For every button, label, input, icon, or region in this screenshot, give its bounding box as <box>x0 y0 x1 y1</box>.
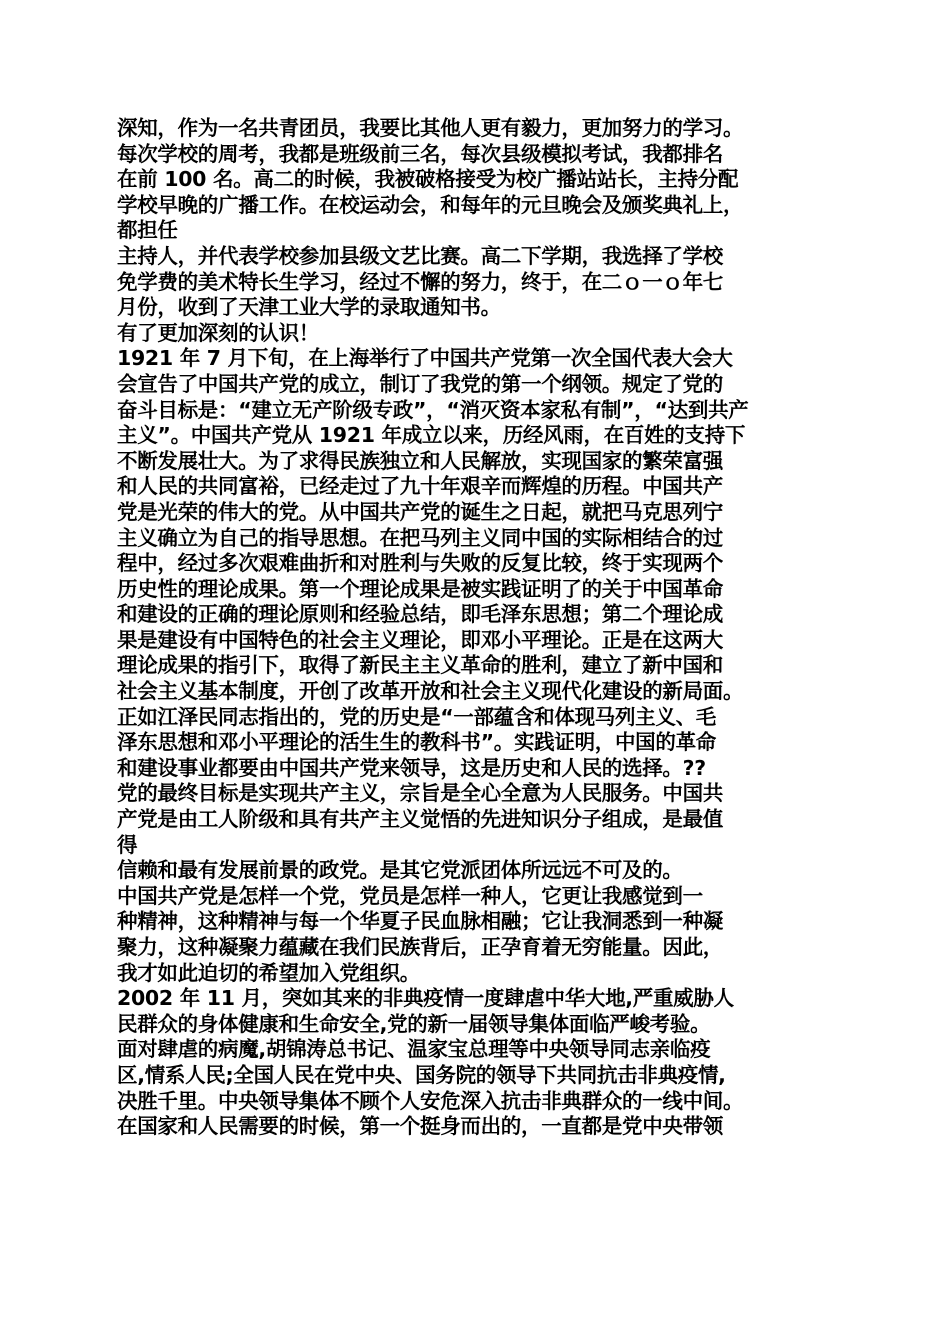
text-line: 产党是由工人阶级和具有共产主义觉悟的先进知识分子组成，是最值 <box>117 807 723 832</box>
text-line: 免学费的美术特长生学习，经过不懈的努力，终于，在二ｏ一ｏ年七 <box>117 269 723 294</box>
text-line: 深知，作为一名共青团员，我要比其他人更有毅力，更加努力的学习。 <box>117 116 744 140</box>
text-line: 信赖和最有发展前景的政党。是其它党派团体所远远不可及的。 <box>117 858 683 883</box>
text-line: 我才如此迫切的希望加入党组织。 <box>117 960 420 985</box>
text-line: 正如江泽民同志指出的，党的历史是“一部蕴含和体现马列主义、毛 <box>117 704 716 729</box>
text-line: 理论成果的指引下，取得了新民主主义革命的胜利，建立了新中国和 <box>117 653 723 678</box>
text-line: 得 <box>117 832 138 857</box>
document-body <box>117 116 857 1140</box>
text-line: 月份，收到了天津工业大学的录取通知书。 <box>117 295 501 320</box>
text-line: 奋斗目标是：“建立无产阶级专政”，“消灭资本家私有制”，“达到共产 <box>117 397 749 422</box>
text-line: 民群众的身体健康和生命安全,党的新一届领导集体面临严峻考验。 <box>117 1011 711 1036</box>
text-line: 和建设事业都要由中国共产党来领导，这是历史和人民的选择。?? <box>117 755 706 780</box>
text-line: 历史性的理论成果。第一个理论成果是被实践证明了的关于中国革命 <box>117 576 723 601</box>
text-line: 有了更加深刻的认识！ <box>117 320 319 345</box>
text-line: 党的最终目标是实现共产主义，宗旨是全心全意为人民服务。中国共 <box>117 781 723 806</box>
text-line: 聚力，这种凝聚力蕴藏在我们民族背后，正孕育着无穷能量。因此， <box>117 935 723 959</box>
text-line: 主持人，并代表学校参加县级文艺比赛。高二下学期，我选择了学校 <box>117 243 723 268</box>
text-line: 在国家和人民需要的时候，第一个挺身而出的，一直都是党中央带领 <box>117 1114 723 1139</box>
text-line: 主义”。中国共产党从 1921 年成立以来，历经风雨，在百姓的支持下 <box>117 423 746 448</box>
text-line: 中国共产党是怎样一个党，党员是怎样一种人，它更让我感觉到一 <box>117 883 703 908</box>
text-line: 都担任 <box>117 218 178 243</box>
text-line: 泽东思想和邓小平理论的活生生的教科书”。实践证明，中国的革命 <box>117 730 716 755</box>
text-line: 和建设的正确的理论原则和经验总结，即毛泽东思想；第二个理论成 <box>117 602 723 627</box>
text-line: 和人民的共同富裕，已经走过了九十年艰辛而辉煌的历程。中国共产 <box>117 474 723 499</box>
text-line: 每次学校的周考，我都是班级前三名，每次县级模拟考试，我都排名 <box>117 141 723 166</box>
text-line: 学校早晚的广播工作。在校运动会，和每年的元旦晚会及颁奖典礼上， <box>117 192 744 217</box>
text-line: 面对肆虐的病魔,胡锦涛总书记、温家宝总理等中央领导同志亲临疫 <box>117 1037 711 1062</box>
text-line: 果是建设有中国特色的社会主义理论，即邓小平理论。正是在这两大 <box>117 627 723 652</box>
text-line: 1921 年 7 月下旬，在上海举行了中国共产党第一次全国代表大会大 <box>117 346 733 371</box>
text-line: 主义确立为自己的指导思想。在把马列主义同中国的实际相结合的过 <box>117 525 723 550</box>
text-line: 程中，经过多次艰难曲折和对胜利与失败的反复比较，终于实现两个 <box>117 551 723 576</box>
text-line: 种精神，这种精神与每一个华夏子民血脉相融；它让我洞悉到一种凝 <box>117 909 723 934</box>
text-line: 党是光荣的伟大的党。从中国共产党的诞生之日起，就把马克思列宁 <box>117 499 723 524</box>
text-line: 社会主义基本制度，开创了改革开放和社会主义现代化建设的新局面。 <box>117 679 744 704</box>
text-line: 不断发展壮大。为了求得民族独立和人民解放，实现国家的繁荣富强 <box>117 448 723 473</box>
text-line: 在前 100 名。高二的时候，我被破格接受为校广播站站长，主持分配 <box>117 167 739 192</box>
text-line: 决胜千里。中央领导集体不顾个人安危深入抗击非典群众的一线中间。 <box>117 1088 744 1113</box>
text-line: 2002 年 11 月，突如其来的非典疫情一度肆虐中华大地,严重威胁人 <box>117 986 734 1011</box>
text-line: 区,情系人民;全国人民在党中央、国务院的领导下共同抗击非典疫情, <box>117 1062 726 1087</box>
text-line: 会宣告了中国共产党的成立，制订了我党的第一个纲领。规定了党的 <box>117 371 723 396</box>
